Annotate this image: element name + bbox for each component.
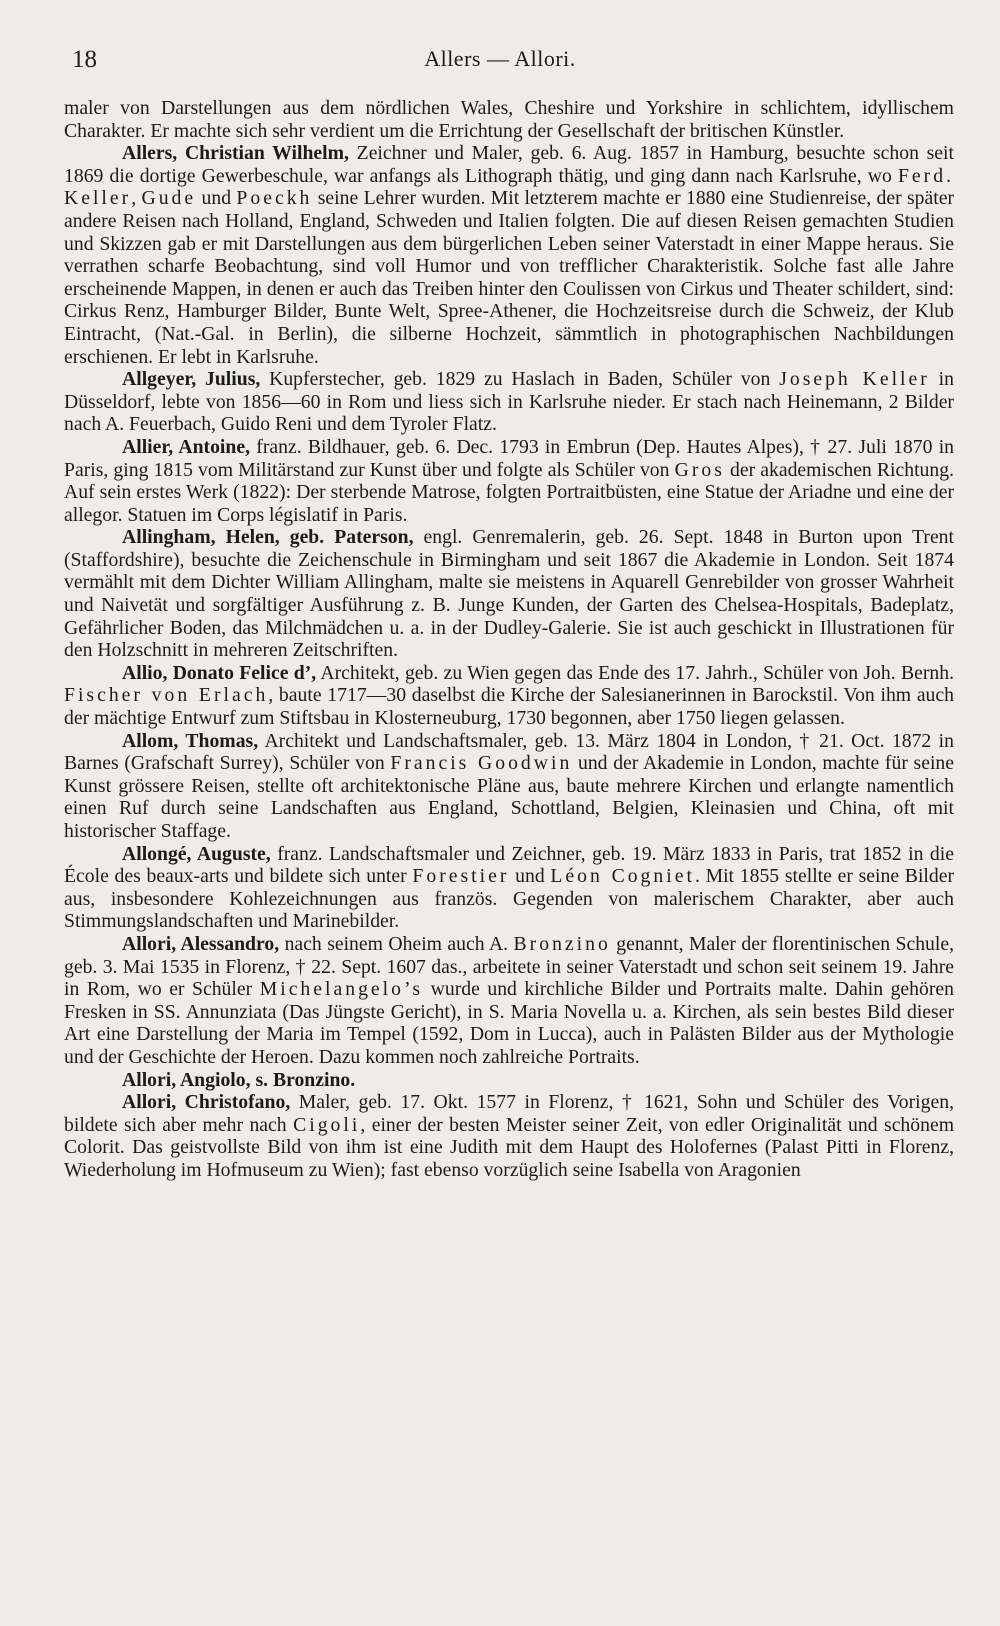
- spaced-name: Gros: [674, 458, 725, 481]
- entry-allingham: Allingham, Helen, geb. Paterson, engl. Genremalerin, geb. 26. Sept. 1848 in Burton upon Trent (Staffordshire), besuchte die Zeichenschule in Birmingham und seit 1867 die Akademie in London. Seit 1874 vermählt mit dem Dichter William Allingham, malte sie meistens in Aquarell Genrebilder von grosser Wahrheit und Naivetät und sorgfältiger Ausführung z. B. Junge Kunden, der Garten des Chelsea-Hospitals, Badeplatz, Gefährlicher Boden, das Milchmädchen u. a. in der Dudley-Galerie. Sie ist auch geschickt in Illustrationen für den Holzschnitt in mehreren Zeitschriften.: [64, 526, 954, 662]
- page-number: 18: [72, 46, 97, 73]
- headword: Allori, Christofano,: [122, 1091, 291, 1114]
- entry-allori-christofano: Allori, Christofano, Maler, geb. 17. Okt. 1577 in Florenz, † 1621, Sohn und Schüler des Vorigen, bildete sich aber mehr nach Cigoli, einer der besten Meister seiner Zeit, von edler Originalität und schönem Colorit. Das geistvollste Bild von ihm ist eine Judith mit dem Haupt des Holofernes (Palast Pitti in Florenz, Wiederholung im Hofmuseum zu Wien); fast ebenso vorzüglich seine Isabella von Aragonien: [64, 1091, 955, 1181]
- headword: Allori, Angiolo, s. Bronzino.: [122, 1068, 356, 1091]
- entry-allom: Allom, Thomas, Architekt und Landschaftsmaler, geb. 13. März 1804 in London, † 21. Oct. 1872 in Barnes (Grafschaft Surrey), Schüler von Francis Goodwin und der Akademie in London, machte für seine Kunst grössere Reisen, stellte oft architektonische Pläne aus, baute mehrere Kirchen und erlangte namentlich einen Ruf durch seine Landschaften aus England, Schottland, Belgien, Kleinasien und China, oft mit historischer Staffage.: [64, 729, 955, 842]
- spaced-name: Francis Goodwin: [390, 752, 573, 775]
- spaced-name: Joseph Keller: [779, 368, 930, 391]
- entry-allier: Allier, Antoine, franz. Bildhauer, geb. 6. Dec. 1793 in Embrun (Dep. Hautes Alpes), † 27. Juli 1870 in Paris, ging 1815 vom Militärstand zur Kunst über und folgte als Schüler von Gros der akademischen Richtung. Auf sein erstes Werk (1822): Der sterbende Matrose, folgten Portraitbüsten, eine Statue der Ariadne und eine der allegor. Statuen im Corps législatif in Paris.: [64, 435, 955, 526]
- entry-allio: Allio, Donato Felice d’, Architekt, geb. zu Wien gegen das Ende des 17. Jahrh., Schüler von Joh. Bernh. Fischer von Erlach, baute 1717—30 daselbst die Kirche der Salesianerinnen in Barockstil. Von ihm auch der mächtige Entwurf zum Stiftsbau in Klosterneuburg, 1730 begonnen, aber 1750 liegen gelassen.: [64, 661, 954, 730]
- spaced-name: Gude: [141, 187, 197, 210]
- entry-allori-angiolo: [64, 1069, 954, 1092]
- spaced-name: Ferd. Keller: [64, 164, 954, 210]
- spaced-name: Fischer von Erlach: [64, 684, 269, 707]
- spaced-name: Cigoli: [293, 1113, 361, 1136]
- spaced-name: Forestier: [412, 865, 510, 888]
- spaced-name: Michelangelo’s: [259, 978, 424, 1001]
- spaced-name: Poeckh: [236, 187, 313, 210]
- headword: Allgeyer, Julius,: [122, 368, 261, 391]
- headword: Allongé, Auguste,: [122, 842, 271, 865]
- headword: Allio, Donato Felice d’,: [122, 661, 317, 684]
- headword: Allingham, Helen, geb. Paterson,: [122, 526, 414, 549]
- entry-continuation: maler von Darstellungen aus dem nördlichen Wales, Cheshire und Yorkshire in schlichtem, idyllischem Charakter. Er machte sich sehr verdient um die Errichtung der Gesellschaft der britischen Künstler.: [64, 97, 954, 142]
- headword: Allom, Thomas,: [122, 729, 259, 752]
- entry-allers: Allers, Christian Wilhelm, Zeichner und Maler, geb. 6. Aug. 1857 in Hamburg, besuchte schon seit 1869 die dortige Gewerbeschule, war anfangs als Lithograph thätig, und ging dann nach Karlsruhe, wo Ferd. Keller, Gude und Poeckh seine Lehrer wurden. Mit letzterem machte er 1880 eine Studienreise, der später andere Reisen nach Holland, England, Schweden und Italien folgten. Die auf diesen Reisen gemachten Studien und Skizzen gab er mit Darstellungen aus dem bürgerlichen Leben seiner Vaterstadt in einer Mappe heraus. Sie verrathen scharfe Beobachtung, sind voll Humor und von trefflicher Charakteristik. Solche fast alle Jahre erscheinende Mappen, in denen er auch das Treiben hinter den Coulissen von Cirkus und Theater schildert, sind: Cirkus Renz, Hamburger Bilder, Bunte Welt, Spree-Athener, die Hochzeitsreise durch die Schweiz, der Klub Eintracht, (Nat.-Gal. in Berlin), die silberne Hochzeit, sämmtlich in photographischen Nachbildungen erschienen. Er lebt in Karlsruhe.: [64, 142, 955, 368]
- dictionary-column: [64, 97, 954, 1182]
- headword: Allers, Christian Wilhelm,: [122, 142, 349, 165]
- running-head: Allers — Allori.: [424, 46, 576, 71]
- entry-allonge: Allongé, Auguste, franz. Landschaftsmaler und Zeichner, geb. 19. März 1833 in Paris, trat 1852 in die École des beaux-arts und bildete sich unter Forestier und Léon Cogniet. Mit 1855 stellte er seine Bilder aus, insbesondere Kohlezeichnungen aus französ. Gegenden von malerischem Charakter, aber auch Stimmungslandschaften und Marinebilder.: [64, 842, 955, 933]
- spaced-name: Léon Cogniet: [550, 865, 695, 888]
- entry-allori-alessandro: Allori, Alessandro, nach seinem Oheim auch A. Bronzino genannt, Maler der florentinischen Schule, geb. 3. Mai 1535 in Florenz, † 22. Sept. 1607 das., arbeitete in seiner Vaterstadt und schon seit seinem 19. Jahre in Rom, wo er Schüler Michelangelo’s wurde und kirchliche Bilder und Portraits malte. Dahin gehören Fresken in SS. Annunziata (Das Jüngste Gericht), in S. Maria Novella u. a. Kirchen, als sein bestes Bild dieser Art eine Darstellung der Maria im Tempel (1592, Dom in Lucca), auch in Palästen Bilder aus der Mythologie und der Geschichte der Heroen. Dazu kommen noch zahlreiche Portraits.: [64, 932, 955, 1068]
- entry-allgeyer: Allgeyer, Julius, Kupferstecher, geb. 1829 zu Haslach in Baden, Schüler von Joseph Keller in Düsseldorf, lebte von 1856—60 in Rom und liess sich in Karlsruhe nieder. Er stach nach Heinemann, 2 Bilder nach A. Feuerbach, Guido Reni und dem Tyroler Flatz.: [64, 368, 954, 436]
- headword: Allier, Antoine,: [122, 435, 251, 458]
- headword: Allori, Alessandro,: [122, 932, 280, 955]
- spaced-name: Bronzino: [513, 932, 611, 955]
